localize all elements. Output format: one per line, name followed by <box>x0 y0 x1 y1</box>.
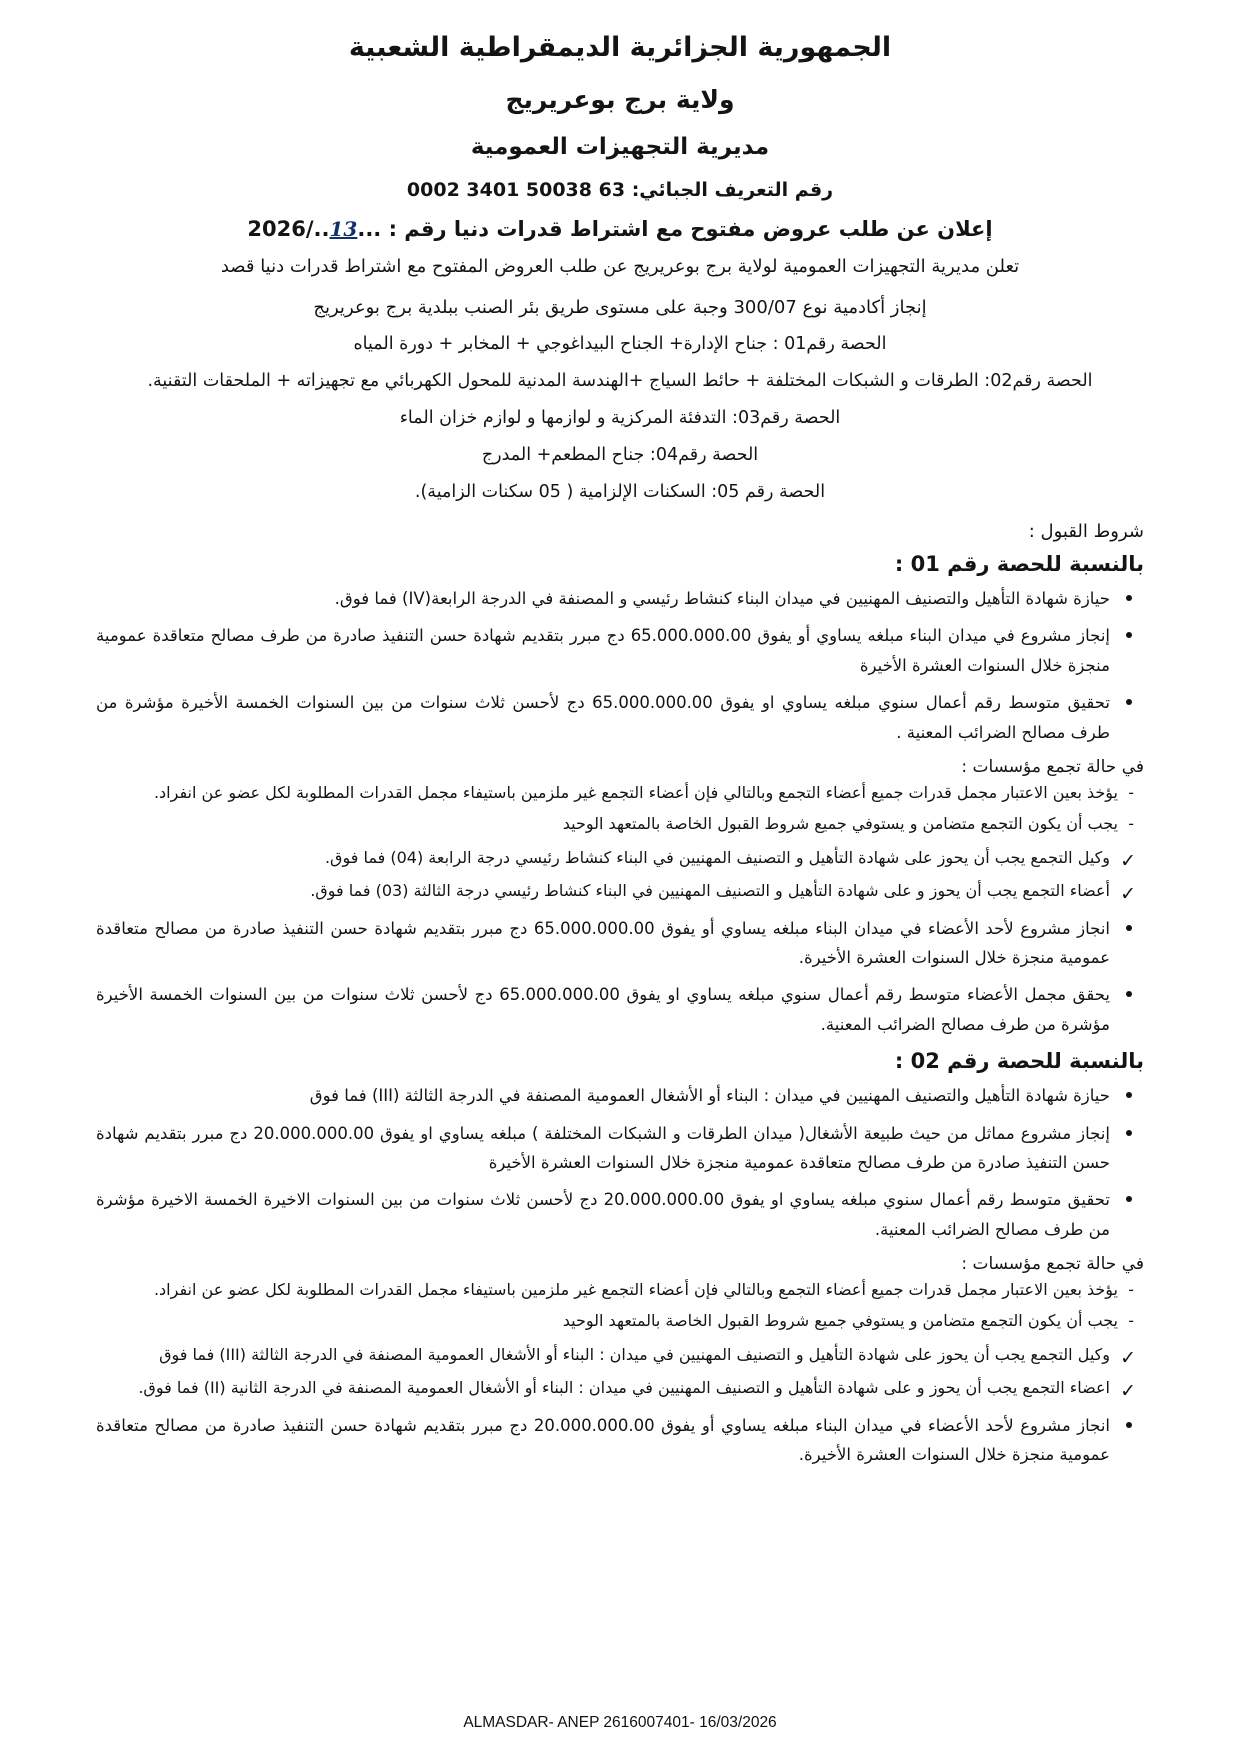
list-item: إنجاز مشروع في ميدان البناء مبلغه يساوي أو يفوق 65.000.000.00 دج مبرر بتقديم شهادة حسن التنفيذ صادرة من طرف مصالح متعاقدة عمومية منجزة خلال السنوات العشرة الأخيرة <box>96 621 1144 680</box>
list-item-label: اعضاء التجمع يجب أن يحوز و على شهادة التأهيل و التصنيف المهنيين في ميدان : البناء أو الأشغال العمومية المصنفة في الدرجة الثانية (II) فما فوق. <box>138 1378 1110 1398</box>
list-item: انجاز مشروع لأحد الأعضاء في ميدان البناء مبلغه يساوي أو يفوق 65.000.000.00 دج مبرر بتقديم شهادة حسن التنفيذ صادرة من مصالح متعاقدة عمومية منجزة خلال السنوات العشرة الأخيرة. <box>96 914 1144 973</box>
lot-item-1: الحصة رقم01 : جناح الإدارة+ الجناح البيداغوجي + المخابر + دورة المياه <box>353 333 887 354</box>
list-item: - يؤخذ بعين الاعتبار مجمل قدرات جميع أعضاء التجمع وبالتالي فإن أعضاء التجمع غير ملزمين باستيفاء مجمل القدرات المطلوبة لكل عضو عن انفراد. <box>96 1276 1144 1305</box>
check-icon: ✓ <box>1120 849 1136 872</box>
list-item: - يجب أن يكون التجمع متضامن و يستوفي جميع شروط القبول الخاصة بالمتعهد الوحيد <box>96 1307 1144 1336</box>
list-item-label: وكيل التجمع يجب أن يحوز على شهادة التأهيل و التصنيف المهنيين في ميدان : البناء أو الأشغال العمومية المصنفة في الدرجة الثالثة (III) فما فوق <box>159 1344 1110 1364</box>
intro-line-2: إنجاز أكادمية نوع 300/07 وجبة على مستوى طريق بئر الصنب ببلدية برج بوعريريج <box>313 297 927 318</box>
list-item <box>96 1340 1144 1370</box>
list-item <box>96 876 1144 906</box>
directorate-heading: مديرية التجهيزات العمومية <box>470 134 770 160</box>
announcement-title <box>96 217 1144 241</box>
list-item-label: وكيل التجمع يجب أن يحوز على شهادة التأهيل و التصنيف المهنيين في البناء كنشاط رئيسي درجة الرابعة (04) فما فوق. <box>324 847 1110 867</box>
section-2-group-label: في حالة تجمع مؤسسات : <box>961 1253 1144 1274</box>
list-item-label: أعضاء التجمع يجب أن يحوز و على شهادة التأهيل و التصنيف المهنيين في البناء كنشاط رئيسي درجة الثالثة (03) فما فوق. <box>310 881 1110 901</box>
footer-reference: ALMASDAR- ANEP 2616007401- 16/03/2026 <box>463 1714 777 1731</box>
section-2-dash-list <box>96 1276 1144 1336</box>
section-1-dash-list <box>96 779 1144 839</box>
section-1-check-list <box>96 843 1144 906</box>
check-icon: ✓ <box>1120 1380 1136 1403</box>
list-item: إنجاز مشروع مماثل من حيث طبيعة الأشغال( ميدان الطرقات و الشبكات المختلفة ) مبلغه يساوي او يفوق 20.000.000.00 دج مبرر بتقديم شهادة حسن التنفيذ صادرة من طرف مصالح متعاقدة عمومية منجزة خلال السنوات العشرة الأخيرة <box>96 1119 1144 1178</box>
list-item <box>96 1373 1144 1403</box>
section-2-check-list <box>96 1340 1144 1403</box>
list-item: تحقيق متوسط رقم أعمال سنوي مبلغه يساوي او يفوق 20.000.000.00 دج لأحسن ثلاث سنوات من بين السنوات الاخيرة الخمسة الاخيرة مؤشرة من طرف مصالح الضرائب المعنية. <box>96 1185 1144 1244</box>
check-icon: ✓ <box>1120 883 1136 906</box>
list-item: حيازة شهادة التأهيل والتصنيف المهنيين في ميدان : البناء أو الأشغال العمومية المصنفة في الدرجة الثالثة (III) فما فوق <box>96 1081 1144 1110</box>
announcement-title-suffix: ../2026 <box>247 216 330 241</box>
lot-item-4: الحصة رقم04: جناح المطعم+ المدرج <box>481 444 759 465</box>
section-2-bullets-2 <box>96 1411 1144 1470</box>
list-item: يحقق مجمل الأعضاء متوسط رقم أعمال سنوي مبلغه يساوي او يفوق 65.000.000.00 دج لأحسن ثلاث سنوات من بين السنوات الخمسة الأخيرة مؤشرة من طرف مصالح الضرائب المعنية. <box>96 980 1144 1039</box>
intro-line-1: تعلن مديرية التجهيزات العمومية لولاية برج بوعريريج عن طلب العروض المفتوح مع اشتراط قدرات دنيا قصد <box>220 255 1020 277</box>
list-item: - يجب أن يكون التجمع متضامن و يستوفي جميع شروط القبول الخاصة بالمتعهد الوحيد <box>96 810 1144 839</box>
list-item: - يؤخذ بعين الاعتبار مجمل قدرات جميع أعضاء التجمع وبالتالي فإن أعضاء التجمع غير ملزمين باستيفاء مجمل القدرات المطلوبة لكل عضو عن انفراد. <box>96 779 1144 808</box>
section-1-bullets <box>96 584 1144 747</box>
list-item: حيازة شهادة التأهيل والتصنيف المهنيين في ميدان البناء كنشاط رئيسي و المصنفة في الدرجة الرابعة(IV) فما فوق. <box>96 584 1144 613</box>
check-icon: ✓ <box>1120 1346 1136 1369</box>
section-1-bullets-2 <box>96 914 1144 1039</box>
wilaya-heading: ولاية برج بوعريريج <box>505 84 735 114</box>
list-item: انجاز مشروع لأحد الأعضاء في ميدان البناء مبلغه يساوي أو يفوق 20.000.000.00 دج مبرر بتقديم شهادة حسن التنفيذ صادرة من مصالح متعاقدة عمومية منجزة خلال السنوات العشرة الأخيرة. <box>96 1411 1144 1470</box>
announcement-number: 13 <box>329 216 358 241</box>
lot-item-3: الحصة رقم03: التدفئة المركزية و لوازمها و لوازم خزان الماء <box>399 407 841 428</box>
section-2-bullets <box>96 1081 1144 1244</box>
tax-id-label: رقم التعريف الجبائي: <box>631 178 834 201</box>
lot-item-2: الحصة رقم02: الطرقات و الشبكات المختلفة + حائط السياج +الهندسة المدنية للمحول الكهربائي مع تجهيزاته + الملحقات التقنية. <box>147 370 1093 391</box>
section-1-group-label: في حالة تجمع مؤسسات : <box>961 756 1144 777</box>
republic-heading: الجمهورية الجزائرية الديمقراطية الشعبية <box>348 32 892 63</box>
list-item <box>96 843 1144 873</box>
page-top-rule <box>96 8 1144 9</box>
lot-item-5: الحصة رقم 05: السكنات الإلزامية ( 05 سكنات الزامية). <box>414 482 826 502</box>
acceptance-conditions-label: شروط القبول : <box>1028 521 1144 543</box>
tax-id-line <box>96 179 1144 201</box>
section-2-title: بالنسبة للحصة رقم 02 : <box>894 1049 1144 1074</box>
tax-id-value: 0002 3401 50038 63 <box>406 178 626 201</box>
announcement-title-prefix: إعلان عن طلب عروض مفتوح مع اشتراط قدرات دنيا رقم : ... <box>357 216 993 241</box>
list-item: تحقيق متوسط رقم أعمال سنوي مبلغه يساوي او يفوق 65.000.000.00 دج لأحسن ثلاث سنوات من بين السنوات الخمسة الأخيرة مؤشرة من طرف مصالح الضرائب المعنية . <box>96 688 1144 747</box>
section-1-title: بالنسبة للحصة رقم 01 : <box>894 552 1144 577</box>
